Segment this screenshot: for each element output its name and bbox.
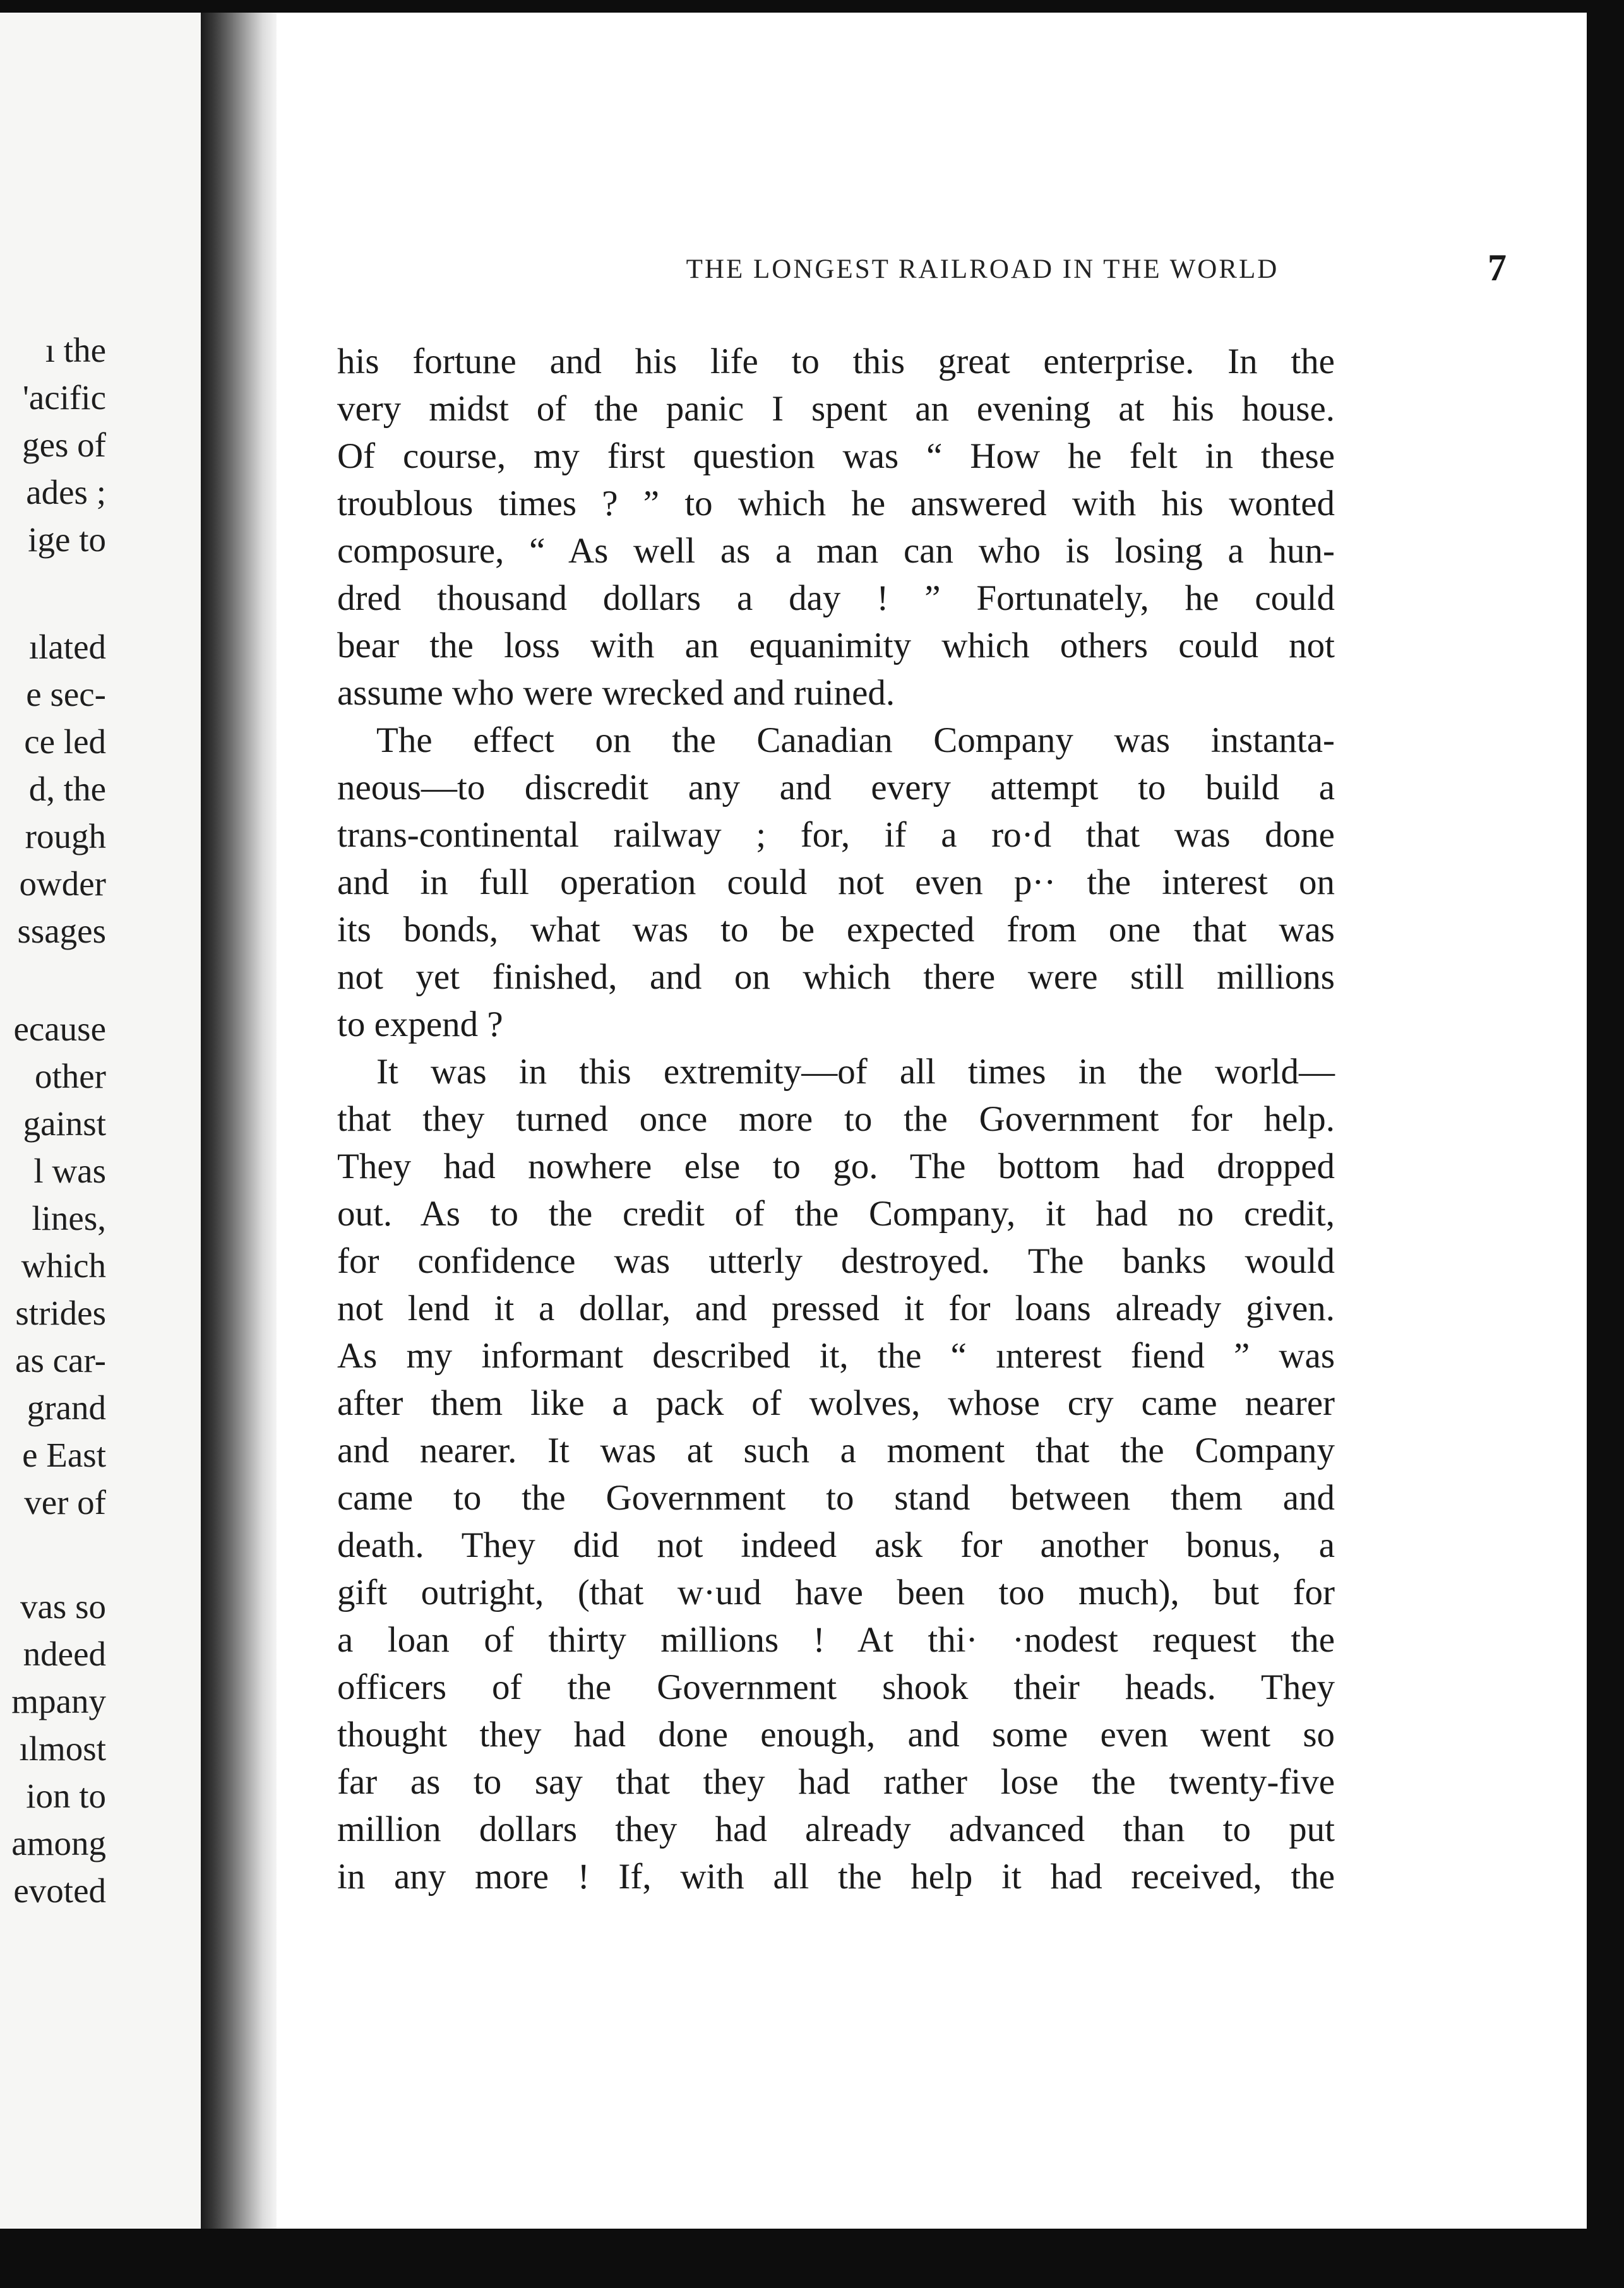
left-page-fragment: ver of (24, 1483, 106, 1522)
text-line: gift outright, (that w·uıd have been too much), but for (337, 1573, 1335, 1612)
text-line: composure, “ As well as a man can who is losing a hun- (337, 531, 1335, 571)
text-line: for confidence was utterly destroyed. The banks would (337, 1241, 1335, 1281)
running-title: THE LONGEST RAILROAD IN THE WORLD (686, 254, 1279, 284)
left-page-fragment: ce led (24, 722, 106, 761)
left-page-fragment: d, the (28, 770, 106, 808)
text-line: They had nowhere else to go. The bottom had dropped (337, 1147, 1335, 1186)
text-line: thought they had done enough, and some even went so (337, 1715, 1335, 1755)
left-page-fragment: strides (15, 1294, 106, 1332)
text-line: officers of the Government shook their heads. They (337, 1667, 1335, 1707)
text-line: death. They did not indeed ask for another bonus, a (337, 1525, 1335, 1565)
left-page-fragment: ige to (28, 520, 106, 559)
left-page-fragment: l was (33, 1152, 106, 1190)
text-line: very midst of the panic I spent an evening at his house. (337, 389, 1335, 429)
text-line: and nearer. It was at such a moment that the Company (337, 1431, 1335, 1470)
left-page-fragment: grand (27, 1388, 106, 1427)
left-page-fragment: 'acific (22, 378, 106, 417)
text-line: assume who were wrecked and ruined. (337, 673, 895, 713)
text-line: in any more ! If, with all the help it had received, the (337, 1857, 1335, 1897)
text-line: bear the loss with an equanimity which others could not (337, 626, 1335, 665)
text-line: As my informant described it, the “ ınterest fiend ” was (337, 1336, 1335, 1376)
left-page-fragment: ılmost (19, 1729, 106, 1768)
left-page-fragment: rough (25, 817, 106, 855)
text-line: came to the Government to stand between them and (337, 1478, 1335, 1518)
text-line: after them like a pack of wolves, whose cry came nearer (337, 1383, 1335, 1423)
text-line: not yet finished, and on which there were still millions (337, 957, 1335, 997)
left-page-fragment: as car- (15, 1341, 106, 1379)
left-page-fragment: ges of (22, 426, 106, 464)
left-page-fragment: ion to (26, 1777, 106, 1815)
previous-page-edge (0, 13, 201, 2229)
left-page-fragment: ecause (13, 1010, 106, 1048)
left-page-fragment: among (11, 1824, 106, 1862)
book-gutter-shadow (201, 13, 277, 2229)
left-page-fragment: ı the (45, 331, 106, 369)
left-page-fragment: which (21, 1246, 106, 1285)
text-line: trans-continental railway ; for, if a ro·d that was done (337, 815, 1335, 855)
text-line: and in full operation could not even p·· the interest on (337, 862, 1335, 902)
text-line: a loan of thirty millions ! At thi· ·nodest request the (337, 1620, 1335, 1660)
left-page-fragment: ndeed (23, 1635, 106, 1673)
text-line: to expend ? (337, 1004, 503, 1044)
text-line: neous—to discredit any and every attempt to build a (337, 768, 1335, 807)
book-page (277, 13, 1587, 2229)
left-page-fragment: gainst (23, 1104, 106, 1143)
left-page-fragment: lines, (32, 1199, 106, 1237)
page-number: 7 (1488, 247, 1507, 289)
left-page-fragment: owder (19, 864, 106, 903)
text-line: Of course, my first question was “ How he felt in these (337, 436, 1335, 476)
left-page-fragment: mpany (11, 1682, 106, 1720)
left-page-fragment: ades ; (26, 473, 106, 511)
text-line: The effect on the Canadian Company was instanta- (376, 720, 1335, 760)
text-line: his fortune and his life to this great enterprise. In the (337, 342, 1335, 381)
text-line: It was in this extremity—of all times in the world— (376, 1052, 1335, 1092)
left-page-fragment: e sec- (26, 675, 106, 713)
left-page-fragment: evoted (13, 1871, 106, 1910)
text-line: far as to say that they had rather lose the twenty-five (337, 1762, 1335, 1802)
text-line: that they turned once more to the Government for help. (337, 1099, 1335, 1139)
running-header (490, 246, 1507, 297)
text-line: not lend it a dollar, and pressed it for loans already given. (337, 1289, 1335, 1328)
left-page-fragment: ılated (28, 628, 106, 666)
left-page-fragment: ssages (17, 912, 106, 950)
text-line: million dollars they had already advanced than to put (337, 1809, 1335, 1849)
left-page-fragment: other (34, 1057, 106, 1095)
left-page-fragment: vas so (20, 1587, 106, 1626)
body-text (337, 338, 1335, 1900)
text-line: its bonds, what was to be expected from one that was (337, 910, 1335, 950)
text-line: dred thousand dollars a day ! ” Fortunately, he could (337, 578, 1335, 618)
left-page-fragment: e East (22, 1436, 106, 1474)
text-line: troublous times ? ” to which he answered with his wonted (337, 484, 1335, 523)
text-line: out. As to the credit of the Company, it had no credit, (337, 1194, 1335, 1234)
